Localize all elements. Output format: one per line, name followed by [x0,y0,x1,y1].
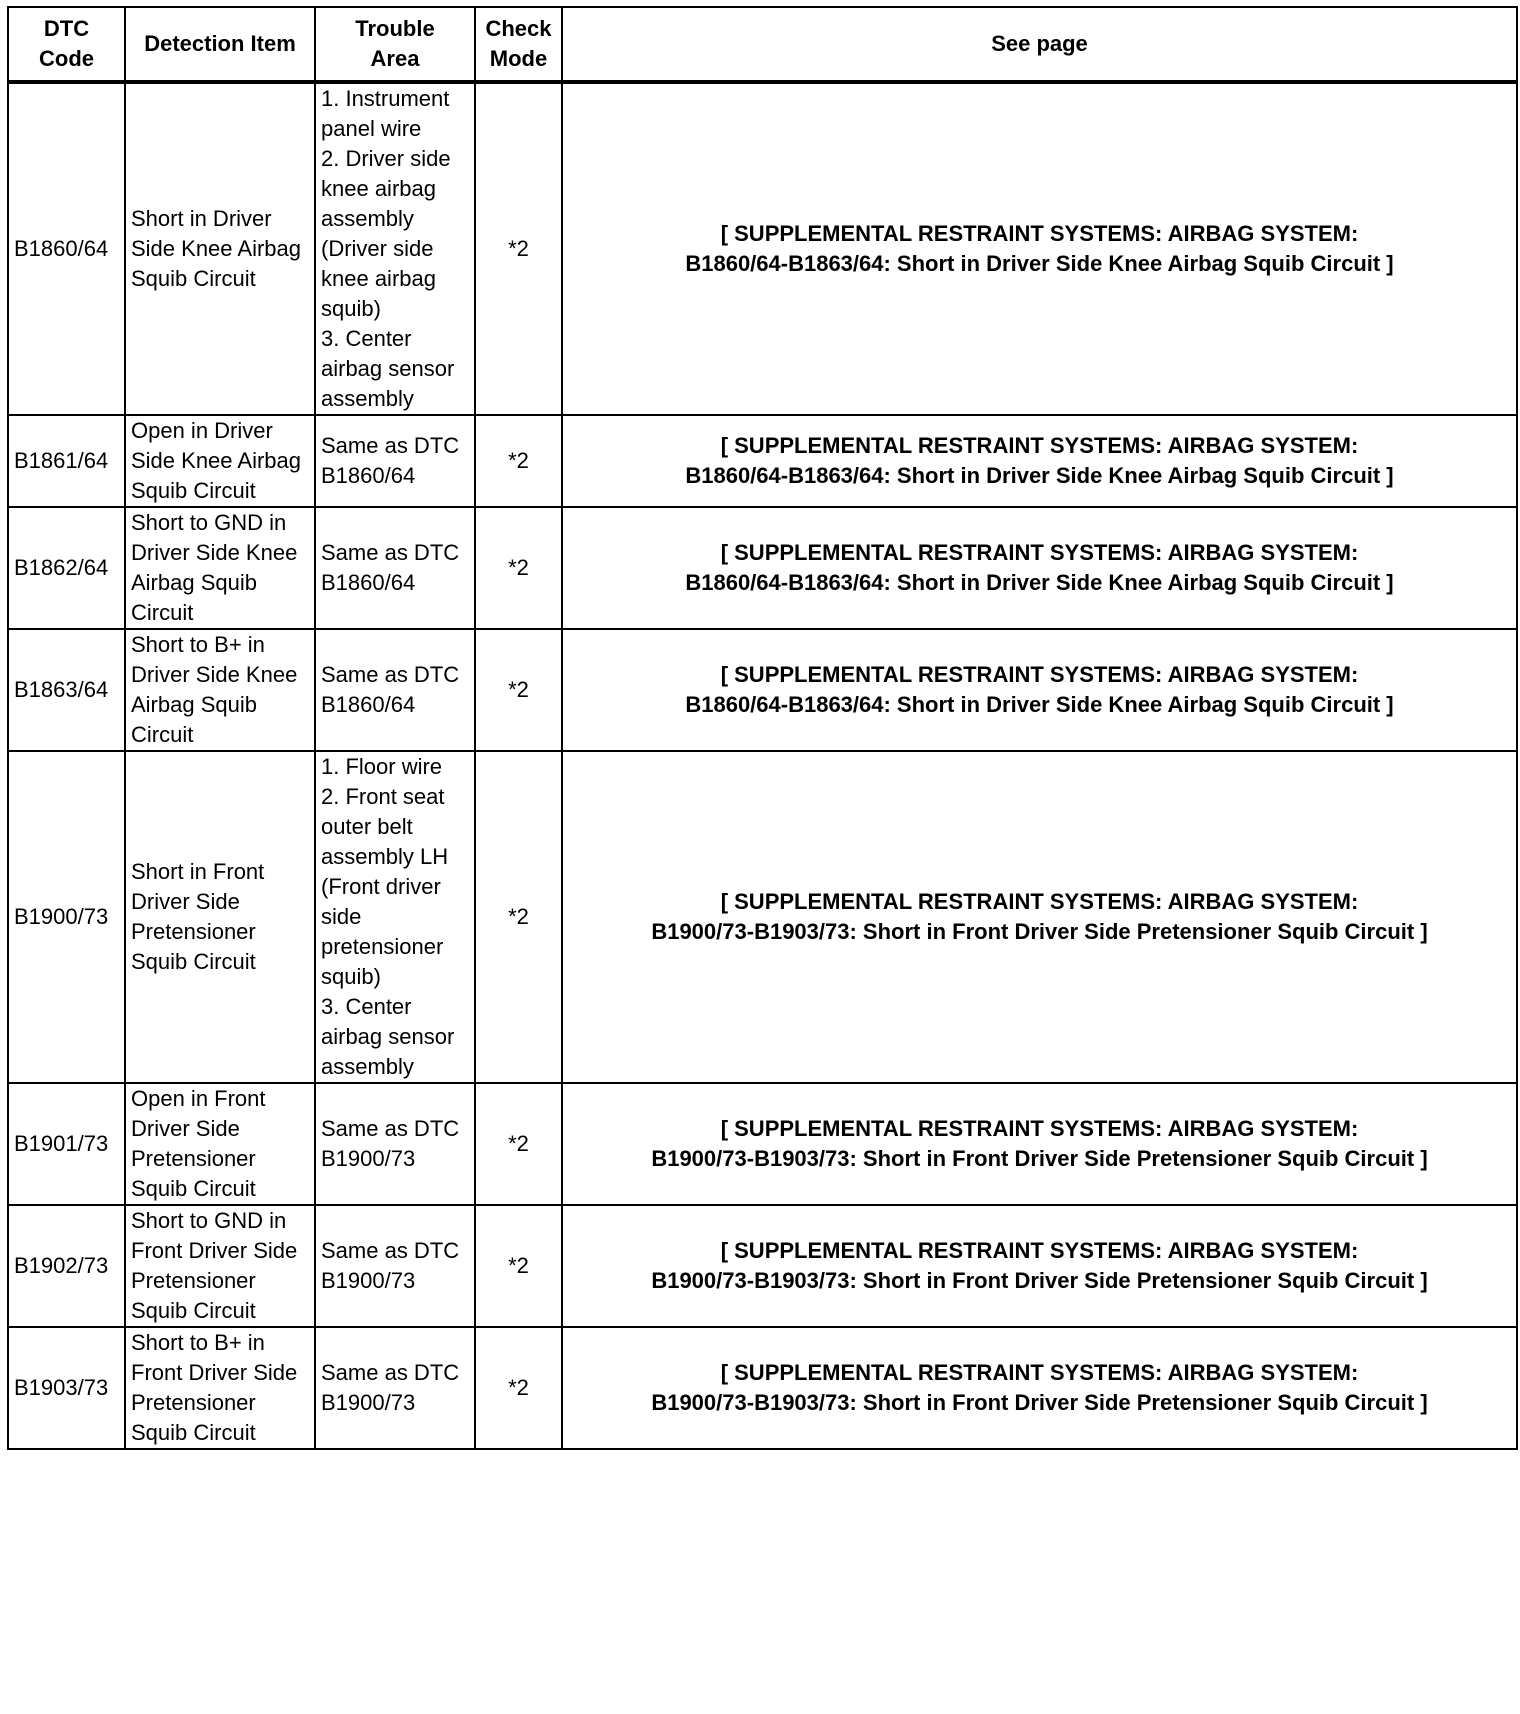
dtc-code-cell: B1903/73 [8,1327,125,1449]
trouble-area-cell [315,1327,475,1449]
trouble-area-line: 1. Instrument panel wire [321,86,450,141]
trouble-area-line: 3. Center airbag sensor assembly [321,326,455,411]
table-row [8,415,1517,507]
trouble-area-line: Same as DTC B1900/73 [321,1238,460,1293]
header-line: DTC [43,16,90,41]
check-mode-cell: *2 [475,82,562,415]
table-row [8,1083,1517,1205]
check-mode-cell: *2 [475,507,562,629]
detection-item-cell: Short to B+ in Driver Side Knee Airbag Squib Circuit [125,629,315,751]
dtc-code-cell: B1862/64 [8,507,125,629]
see-page-link-text[interactable]: [ SUPPLEMENTAL RESTRAINT SYSTEMS: AIRBAG SYSTEM: [720,662,1359,687]
check-mode-cell: *2 [475,1205,562,1327]
see-page-cell [562,415,1517,507]
trouble-area-cell [315,629,475,751]
detection-item-cell: Short in Driver Side Knee Airbag Squib Circuit [125,82,315,415]
detection-item-cell: Short in Front Driver Side Pretensioner Squib Circuit [125,751,315,1083]
table-header-row [8,7,1517,82]
dtc-code-cell: B1863/64 [8,629,125,751]
trouble-area-line: Same as DTC B1900/73 [321,1360,460,1415]
check-mode-cell: *2 [475,751,562,1083]
detection-item-cell: Open in Front Driver Side Pretensioner Squib Circuit [125,1083,315,1205]
see-page-link-text[interactable]: B1900/73-B1903/73: Short in Front Driver Side Pretensioner Squib Circuit ] [651,1268,1428,1293]
header-line: Code [39,46,94,71]
see-page-link-text[interactable]: B1900/73-B1903/73: Short in Front Driver Side Pretensioner Squib Circuit ] [651,1390,1428,1415]
dtc-code-cell: B1900/73 [8,751,125,1083]
table-row [8,1205,1517,1327]
trouble-area-cell [315,415,475,507]
check-mode-cell: *2 [475,415,562,507]
table-row [8,507,1517,629]
header-see-page [562,7,1517,82]
see-page-link-text[interactable]: B1900/73-B1903/73: Short in Front Driver Side Pretensioner Squib Circuit ] [651,919,1428,944]
see-page-cell [562,1327,1517,1449]
dtc-code-cell: B1861/64 [8,415,125,507]
dtc-code-cell: B1902/73 [8,1205,125,1327]
trouble-area-line: 2. Front seat outer belt assembly LH (Front driver side pretensioner squib) [321,784,449,989]
see-page-cell [562,1205,1517,1327]
detection-item-cell: Short to GND in Driver Side Knee Airbag Squib Circuit [125,507,315,629]
header-check-mode [475,7,562,82]
header-line: See page [991,31,1088,56]
detection-item-cell: Short to B+ in Front Driver Side Pretensioner Squib Circuit [125,1327,315,1449]
check-mode-cell: *2 [475,1083,562,1205]
see-page-link-text[interactable]: B1860/64-B1863/64: Short in Driver Side Knee Airbag Squib Circuit ] [685,251,1394,276]
header-trouble-area [315,7,475,82]
trouble-area-cell [315,1083,475,1205]
see-page-link-text[interactable]: B1860/64-B1863/64: Short in Driver Side Knee Airbag Squib Circuit ] [685,463,1394,488]
trouble-area-line: Same as DTC B1860/64 [321,540,460,595]
check-mode-cell: *2 [475,1327,562,1449]
see-page-link-text[interactable]: B1860/64-B1863/64: Short in Driver Side Knee Airbag Squib Circuit ] [685,570,1394,595]
see-page-cell [562,1083,1517,1205]
see-page-link-text[interactable]: [ SUPPLEMENTAL RESTRAINT SYSTEMS: AIRBAG SYSTEM: [720,889,1359,914]
see-page-cell [562,507,1517,629]
trouble-area-cell [315,82,475,415]
header-line: Mode [489,46,548,71]
see-page-link-text[interactable]: [ SUPPLEMENTAL RESTRAINT SYSTEMS: AIRBAG SYSTEM: [720,221,1359,246]
see-page-link-text[interactable]: [ SUPPLEMENTAL RESTRAINT SYSTEMS: AIRBAG SYSTEM: [720,540,1359,565]
header-dtc-code [8,7,125,82]
table-row [8,82,1517,415]
trouble-area-line: 3. Center airbag sensor assembly [321,994,455,1079]
header-line: Check [485,16,552,41]
see-page-cell [562,751,1517,1083]
header-line: Area [370,46,420,71]
trouble-area-cell [315,1205,475,1327]
trouble-area-line: Same as DTC B1900/73 [321,1116,460,1171]
check-mode-cell: *2 [475,629,562,751]
see-page-link-text[interactable]: [ SUPPLEMENTAL RESTRAINT SYSTEMS: AIRBAG SYSTEM: [720,433,1359,458]
see-page-link-text[interactable]: [ SUPPLEMENTAL RESTRAINT SYSTEMS: AIRBAG SYSTEM: [720,1116,1359,1141]
see-page-link-text[interactable]: B1860/64-B1863/64: Short in Driver Side Knee Airbag Squib Circuit ] [685,692,1394,717]
table-row [8,751,1517,1083]
header-line: Detection Item [144,31,296,56]
see-page-link-text[interactable]: [ SUPPLEMENTAL RESTRAINT SYSTEMS: AIRBAG SYSTEM: [720,1360,1359,1385]
dtc-table [7,6,1518,1450]
detection-item-cell: Short to GND in Front Driver Side Pretensioner Squib Circuit [125,1205,315,1327]
dtc-code-cell: B1901/73 [8,1083,125,1205]
trouble-area-line: 2. Driver side knee airbag assembly (Driver side knee airbag squib) [321,146,451,321]
table-row [8,629,1517,751]
trouble-area-line: Same as DTC B1860/64 [321,433,460,488]
trouble-area-cell [315,507,475,629]
see-page-cell [562,629,1517,751]
dtc-code-cell: B1860/64 [8,82,125,415]
see-page-link-text[interactable]: B1900/73-B1903/73: Short in Front Driver Side Pretensioner Squib Circuit ] [651,1146,1428,1171]
trouble-area-cell [315,751,475,1083]
header-detection-item [125,7,315,82]
detection-item-cell: Open in Driver Side Knee Airbag Squib Circuit [125,415,315,507]
see-page-link-text[interactable]: [ SUPPLEMENTAL RESTRAINT SYSTEMS: AIRBAG SYSTEM: [720,1238,1359,1263]
table-row [8,1327,1517,1449]
header-line: Trouble [355,16,435,41]
table-body [8,82,1517,1449]
trouble-area-line: 1. Floor wire [321,754,443,779]
see-page-cell [562,82,1517,415]
trouble-area-line: Same as DTC B1860/64 [321,662,460,717]
